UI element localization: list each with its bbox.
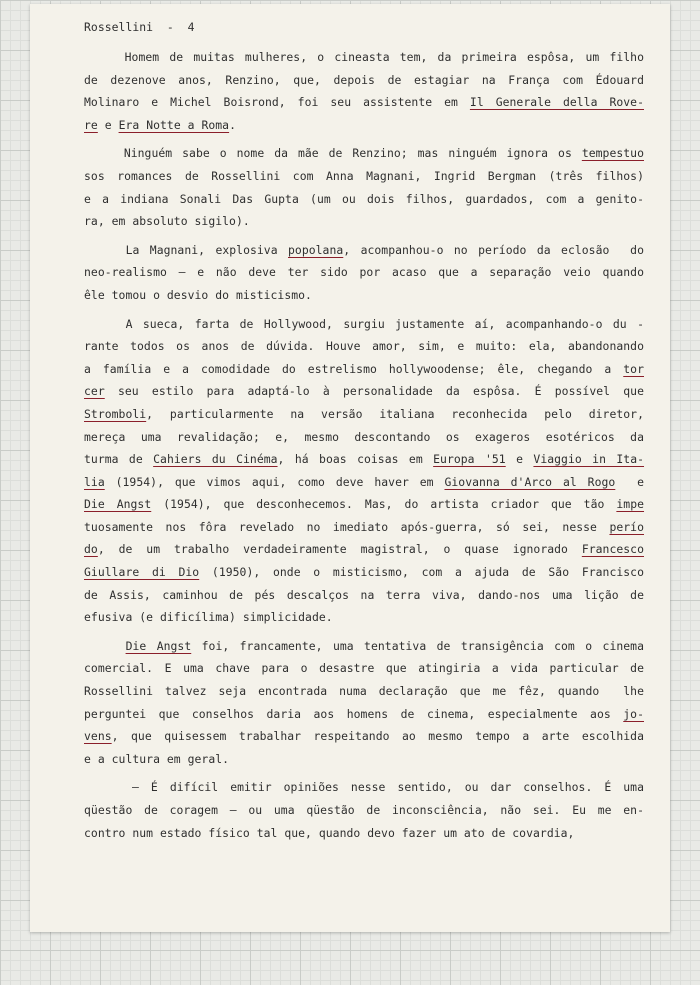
text-line [84, 335, 644, 358]
underlined-title: do [84, 542, 98, 557]
text-line [84, 91, 644, 114]
text-line [84, 799, 644, 822]
text-segment: tuosamente nos fôra revelado no imediato após-guerra, só sei, nesse [84, 519, 610, 534]
underlined-title: Die Angst [84, 497, 152, 512]
text-line [84, 426, 644, 449]
underlined-title: lia [84, 474, 105, 489]
underlined-title: Francesco [581, 542, 644, 557]
text-segment: , que quisessem trabalhar respeitando ao mesmo tempo a arte escolhida [111, 729, 644, 744]
text-segment: de Assis, caminhou de pés descalços na terra viva, dando-nos uma lição de [84, 587, 644, 602]
text-line [84, 471, 644, 494]
typewritten-page [30, 4, 670, 932]
underlined-title: Il Generale della Rove- [469, 95, 644, 110]
underlined-title: vens [84, 729, 112, 744]
text-segment: rante todos os anos de dúvida. Houve amor, sim, e muito: ela, abandonando [84, 339, 644, 354]
text-line [84, 114, 644, 137]
underlined-title: perío [609, 519, 644, 534]
text-line [84, 403, 644, 426]
paragraph [84, 239, 644, 307]
page-header: Rossellini - 4 [84, 20, 195, 34]
text-segment: , acompanhou-o no período da eclosão do [343, 242, 644, 257]
text-segment: , de um trabalho verdadeiramente magistral, o quase ignorado [97, 542, 582, 557]
text-segment: Homem de muitas mulheres, o cineasta tem, da primeira espôsa, um filho [84, 50, 644, 64]
text-line [84, 188, 644, 211]
text-segment: perguntei que conselhos daria aos homens de cinema, especialmente aos [84, 706, 624, 721]
text-segment: e [615, 474, 644, 489]
underlined-title: Giovanna d'Arco al Rogo [444, 474, 616, 489]
text-line [84, 284, 644, 307]
text-line [84, 776, 644, 799]
text-line [84, 703, 644, 726]
underlined-title: Viaggio in Ita- [533, 452, 645, 467]
text-segment: contro num estado físico tal que, quando devo fazer um ato de covardia, [84, 825, 575, 840]
text-line [84, 606, 644, 629]
text-segment: A sueca, farta de Hollywood, surgiu justamente aí, acompanhando-o du - [84, 316, 644, 331]
underlined-title: jo- [623, 706, 644, 721]
text-segment: comercial. E uma chave para o desastre que atingiria a vida particular de [84, 661, 644, 676]
text-line [84, 210, 644, 233]
body-text [84, 46, 644, 844]
text-segment: Rossellini talvez seja encontrada numa declaração que me fêz, quando lhe [84, 684, 644, 699]
underlined-title: tor [623, 361, 644, 376]
text-line [84, 493, 644, 516]
text-segment: e [97, 117, 119, 132]
underlined-title: Cahiers du Cinéma [153, 452, 278, 467]
text-line [84, 358, 644, 381]
text-line [84, 380, 644, 403]
text-line [84, 165, 644, 188]
paragraph [84, 776, 644, 844]
text-line [84, 261, 644, 284]
text-line [84, 538, 644, 561]
underlined-title: popolana [288, 242, 344, 257]
underlined-title: Stromboli [84, 406, 147, 421]
text-segment: Ninguém sabe o nome da mãe de Renzino; mas ninguém ignora os [84, 146, 582, 161]
text-segment: turma de [84, 452, 154, 467]
text-line [84, 584, 644, 607]
text-line [84, 680, 644, 703]
underlined-title: impe [616, 497, 645, 512]
text-segment: . [229, 117, 237, 132]
text-line [84, 69, 644, 92]
text-segment: e a indiana Sonali Das Gupta (um ou dois filhos, guardados, com a genito- [84, 191, 644, 206]
text-segment: foi, francamente, uma tentativa de transigência com o cinema [191, 638, 644, 653]
underlined-title: cer [84, 384, 105, 399]
text-line [84, 313, 644, 336]
text-segment: , há boas coisas em [277, 452, 434, 467]
text-segment: (1954), que vimos aqui, como deve haver em [104, 474, 445, 489]
text-segment: sos romances de Rossellini com Anna Magnani, Ingrid Bergman (três filhos) [84, 168, 644, 183]
text-segment: ra, em absoluto sigilo). [84, 214, 250, 229]
text-line [84, 561, 644, 584]
paragraph [84, 46, 644, 136]
text-line [84, 142, 644, 165]
underlined-title: Era Notte a Roma [118, 117, 230, 132]
text-segment: seu estilo para adaptá-lo à personalidade da espôsa. É possível que [104, 384, 644, 399]
underlined-title: re [84, 117, 98, 132]
underlined-title: tempestuo [581, 146, 644, 161]
text-line [84, 239, 644, 262]
text-segment: Molinaro e Michel Boisrond, foi seu assistente em [84, 95, 470, 110]
text-segment: êle tomou o desvio do misticismo. [84, 287, 312, 302]
text-segment: La Magnani, explosiva [84, 242, 289, 257]
text-segment: a família e a comodidade do estrelismo hollywoodense; êle, chegando a [84, 361, 624, 376]
text-line [84, 725, 644, 748]
text-line [84, 516, 644, 539]
underlined-title: Die Angst [125, 638, 192, 653]
text-line [84, 448, 644, 471]
text-line [84, 822, 644, 845]
text-segment: — É difícil emitir opiniões nesse sentido, ou dar conselhos. É uma [84, 780, 644, 795]
text-segment: e a cultura em geral. [84, 751, 230, 766]
text-segment [84, 639, 126, 653]
text-segment: mereça uma revalidação; e, mesmo descontando os exageros esotéricos da [84, 429, 644, 444]
text-segment: (1950), onde o misticismo, com a ajuda de São Francisco [199, 565, 644, 580]
text-segment: , particularmente na versão italiana reconhecida pelo diretor, [146, 406, 644, 421]
text-segment: qüestão de coragem — ou uma qüestão de inconsciência, não sei. Eu me en- [84, 803, 644, 817]
paragraph [84, 313, 644, 629]
text-segment: (1954), que desconhecemos. Mas, do artista criador que tão [151, 497, 617, 512]
text-line [84, 657, 644, 680]
underlined-title: Giullare di Dio [84, 565, 200, 580]
text-segment: de dezenove anos, Renzino, que, depois de estagiar na França com Édouard [84, 72, 644, 87]
text-segment: e [505, 452, 534, 467]
text-line [84, 46, 644, 69]
text-line [84, 635, 644, 658]
text-segment: neo-realismo — e não deve ter sido por acaso que a separação veio quando [84, 265, 644, 280]
underlined-title: Europa '51 [433, 452, 506, 467]
paragraph [84, 635, 644, 771]
text-line [84, 748, 644, 771]
text-segment: efusiva (e dificílima) simplicidade. [84, 610, 333, 625]
paragraph [84, 142, 644, 232]
